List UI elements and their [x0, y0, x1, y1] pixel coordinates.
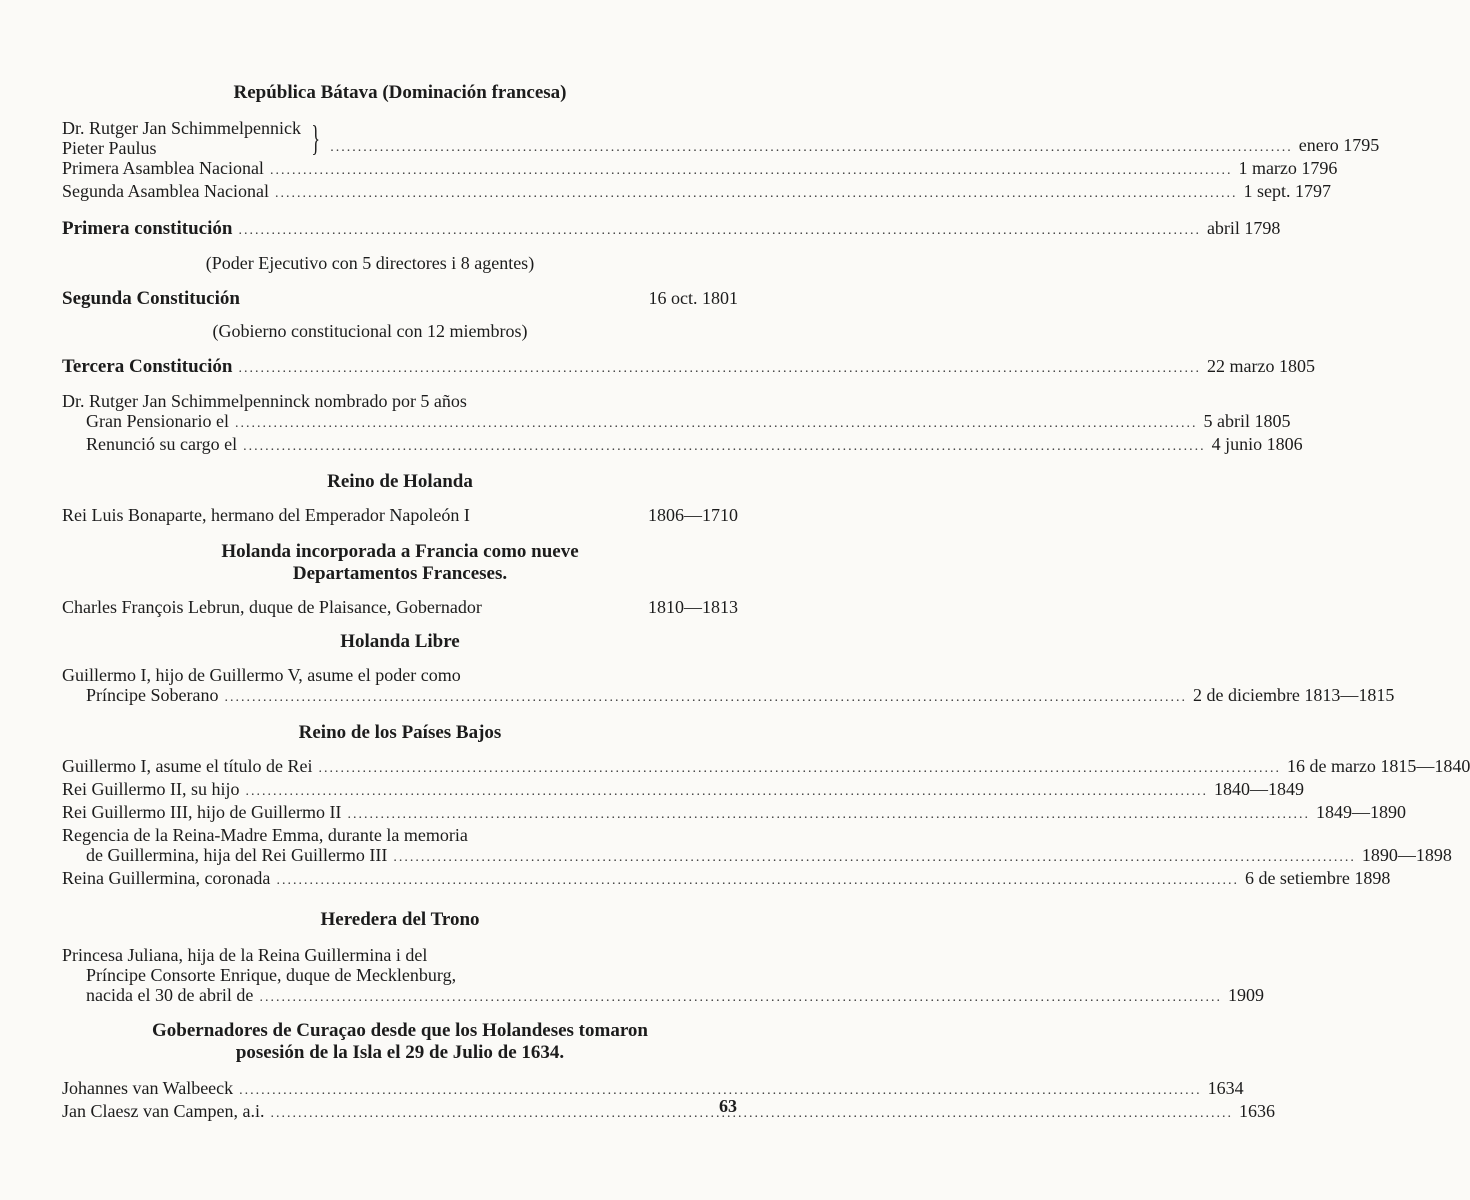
batava-heading: República Bátava (Dominación francesa)	[233, 82, 567, 103]
batava-name-1: Dr. Rutger Jan Schimmelpennick	[62, 118, 301, 138]
const-3-row: Tercera Constitución ..... 22 marzo 1805	[62, 356, 738, 379]
heredera-line-2: Príncipe Consorte Enrique, duque de Mecklenburg,	[86, 965, 457, 985]
reino-holanda-heading: Reino de Holanda	[327, 471, 473, 492]
regencia-line-1: Regencia de la Reina-Madre Emma, durante la memoria	[62, 825, 468, 845]
batava-name-2: Pieter Paulus	[62, 138, 157, 158]
asamblea-1-row: Primera Asamblea Nacional ..... 1 marzo 1796	[62, 158, 738, 181]
batava-date-1: enero 1795	[1298, 135, 1380, 155]
const-1-row: Primera constitución ..... abril 1798	[62, 218, 738, 241]
gobernador-row-1: Johannes van Walbeeck ..... 1634	[62, 1078, 738, 1101]
pensionario-line-1: Dr. Rutger Jan Schimmelpenninck nombrado por 5 años	[62, 391, 467, 411]
batava-leaders	[62, 118, 1380, 158]
incorporada-heading-2: Departamentos Franceses.	[292, 563, 508, 584]
paises-bajos-heading: Reino de los Países Bajos	[298, 722, 502, 743]
paises-bajos-row-1: Guillermo I, asume el título de Rei ..... 16 de marzo 1815—1840	[62, 756, 738, 779]
gobernador-row-2: Jan Claesz van Campen, a.i. ..... 1636	[62, 1101, 738, 1124]
const-1-note: (Poder Ejecutivo con 5 directores i 8 agentes)	[205, 253, 535, 273]
gobernadores-heading-2: posesión de la Isla el 29 de Julio de 1634.	[235, 1042, 565, 1063]
paises-bajos-row-5: Reina Guillermina, coronada ..... 6 de setiembre 1898	[62, 868, 738, 891]
heredera-line-1: Princesa Juliana, hija de la Reina Guillermina i del	[62, 945, 428, 965]
holanda-libre-heading: Holanda Libre	[340, 631, 460, 652]
brace-symbol: }	[311, 118, 320, 158]
heredera-heading: Heredera del Trono	[320, 909, 480, 930]
const-2-note: (Gobierno constitucional con 12 miembros)	[212, 321, 528, 341]
pensionario-row-3: Renunció su cargo el ..... 4 junio 1806	[62, 434, 738, 457]
pensionario-row-2: Gran Pensionario el ..... 5 abril 1805	[62, 411, 738, 434]
gobernadores-heading-1: Gobernadores de Curaçao desde que los Holandeses tomaron	[152, 1020, 648, 1041]
page-content	[62, 82, 1470, 1124]
const-2-row: Segunda Constitución 16 oct. 1801	[62, 288, 738, 309]
page-number: 63	[719, 1096, 737, 1116]
lebrun-row: Charles François Lebrun, duque de Plaisance, Gobernador 1810—1813	[62, 597, 738, 617]
paises-bajos-row-2: Rei Guillermo II, su hijo ..... 1840—1849	[62, 779, 738, 802]
regencia-row-2: de Guillermina, hija del Rei Guillermo III ..... 1890—1898	[62, 845, 738, 868]
incorporada-heading-1: Holanda incorporada a Francia como nueve	[221, 541, 579, 562]
paises-bajos-row-3: Rei Guillermo III, hijo de Guillermo II ..... 1849—1890	[62, 802, 738, 825]
luis-bonaparte-row: Rei Luis Bonaparte, hermano del Emperador Napoleón I 1806—1710	[62, 505, 738, 525]
guillermo-i-row-2: Príncipe Soberano ..... 2 de diciembre 1813—1815	[62, 685, 738, 708]
heredera-row-3: nacida el 30 de abril de ..... 1909	[62, 985, 738, 1008]
guillermo-i-line-1: Guillermo I, hijo de Guillermo V, asume el poder como	[62, 665, 461, 685]
asamblea-2-row: Segunda Asamblea Nacional ..... 1 sept. 1797	[62, 181, 738, 204]
